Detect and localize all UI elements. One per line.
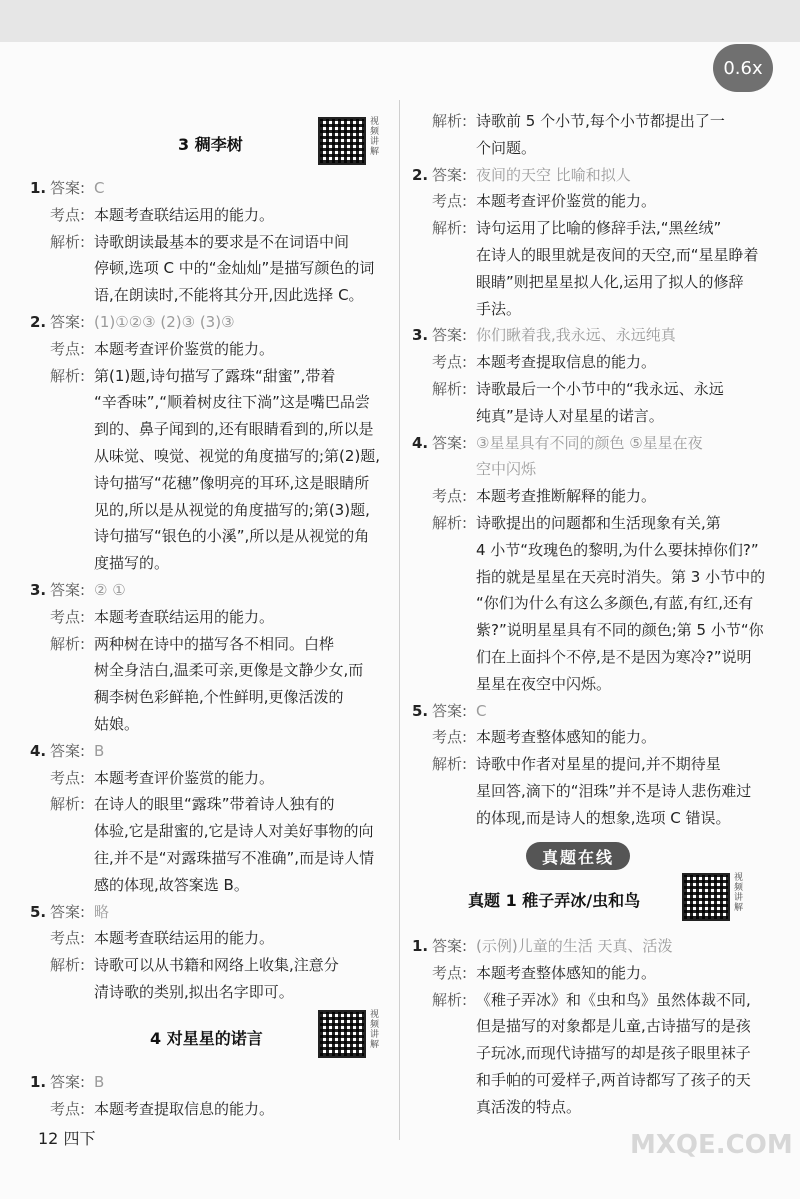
text-line	[412, 378, 724, 400]
text-line	[412, 935, 672, 957]
text-line	[30, 525, 369, 547]
text-line	[30, 847, 374, 869]
question-number: 3.	[30, 581, 47, 599]
section-4-title: 4 对星星的诺言	[150, 1029, 263, 1048]
body-text: 诗句描写“花穗”像明亮的耳环,这是眼睛所	[94, 473, 370, 492]
playback-speed-button[interactable]: 0.6x	[713, 44, 773, 92]
body-text: 诗歌中作者对星星的提问,并不期待星	[476, 755, 721, 774]
text-line	[30, 713, 139, 735]
body-text: 本题考查推断解释的能力。	[476, 487, 657, 506]
text-line	[412, 1096, 581, 1118]
text-line	[412, 244, 759, 266]
text-line	[412, 989, 751, 1011]
text-line	[412, 298, 521, 320]
body-text: 个问题。	[476, 138, 537, 157]
column-divider	[399, 100, 400, 1140]
text-line	[30, 740, 104, 762]
text-line	[30, 391, 370, 413]
body-text: 手法。	[476, 299, 522, 318]
answer-text: C	[476, 701, 487, 720]
body-text: 在诗人的眼里就是夜间的天空,而“星星睁着	[476, 246, 759, 264]
text-line	[412, 807, 731, 829]
question-number: 5.	[30, 902, 47, 921]
answer-text: (1)①②③ (2)③ (3)③	[94, 313, 235, 331]
qr-label: 视频讲解	[370, 117, 380, 157]
answer-text: ② ①	[94, 581, 126, 599]
text-line	[412, 1069, 751, 1091]
body-text: 星回答,滴下的“泪珠”并不是诗人悲伤难过	[476, 782, 752, 800]
text-line	[412, 164, 631, 186]
field-label: 解析:	[50, 795, 86, 814]
body-text: 真活泼的特点。	[476, 1097, 582, 1116]
field-label: 答案:	[432, 433, 468, 452]
qr-code-icon[interactable]	[318, 117, 366, 165]
body-text: 本题考查整体感知的能力。	[476, 728, 657, 747]
field-label: 答案:	[50, 902, 86, 921]
text-line	[412, 458, 536, 480]
body-text: 诗句描写“银色的小溪”,所以是从视觉的角	[94, 527, 370, 546]
field-label: 答案:	[432, 165, 468, 184]
text-line	[30, 1071, 104, 1093]
body-text: 《稚子弄冰》和《虫和鸟》虽然体裁不同,	[476, 990, 751, 1009]
text-line	[30, 793, 335, 815]
text-line	[30, 927, 274, 949]
body-text: 们在上面抖个不停,是不是因为寒冷?”说明	[476, 648, 752, 666]
question-number: 1.	[412, 937, 429, 955]
answer-text: 你们瞅着我,我永远、永远纯真	[476, 326, 676, 345]
body-text: 停顿,选项 C 中的“金灿灿”是描写颜色的词	[94, 259, 375, 278]
top-band	[0, 0, 800, 42]
body-text: 诗歌前 5 个小节,每个小节都提出了一	[476, 112, 725, 130]
text-line	[412, 673, 611, 695]
text-line	[412, 432, 703, 454]
text-line	[412, 1015, 751, 1037]
zhenti-badge: 真题在线	[526, 842, 630, 870]
text-line	[30, 606, 274, 628]
field-label: 考点:	[432, 487, 468, 506]
body-text: 指的就是星星在天亮时消失。第 3 小节中的	[476, 567, 766, 586]
body-text: 本题考查评价鉴赏的能力。	[94, 768, 275, 787]
body-text: 星星在夜空中闪烁。	[476, 674, 612, 693]
body-text: 诗句运用了比喻的修辞手法,“黑丝绒”	[476, 219, 722, 238]
body-text: 本题考查联结运用的能力。	[94, 607, 275, 626]
field-label: 答案:	[432, 701, 468, 720]
text-line	[30, 820, 374, 842]
text-line	[30, 338, 274, 360]
qr-label: 视频讲解	[734, 873, 744, 913]
text-line	[30, 445, 380, 467]
body-text: 子玩冰,而现代诗描写的却是孩子眼里袜子	[476, 1044, 751, 1063]
question-number: 3.	[412, 326, 429, 345]
body-text: 本题考查整体感知的能力。	[476, 963, 657, 982]
field-label: 考点:	[50, 339, 86, 358]
body-text: 诗歌最后一个小节中的“我永远、永远	[476, 380, 724, 398]
field-label: 解析:	[432, 219, 468, 238]
body-text: 两种树在诗中的描写各不相同。白桦	[94, 634, 335, 653]
body-text: 本题考查评价鉴赏的能力。	[94, 339, 275, 358]
body-text: “你们为什么有这么多颜色,有蓝,有红,还有	[476, 594, 754, 613]
field-label: 答案:	[432, 937, 468, 955]
text-line	[30, 686, 344, 708]
field-label: 考点:	[432, 963, 468, 982]
body-text: 本题考查提取信息的能力。	[94, 1099, 275, 1118]
text-line	[30, 472, 369, 494]
body-text: 第(1)题,诗句描写了露珠“甜蜜”,带着	[94, 366, 336, 385]
text-line	[412, 780, 751, 802]
body-text: 眼睛”则把星星拟人化,运用了拟人的修辞	[476, 272, 744, 291]
text-line	[412, 351, 656, 373]
body-text: 但是描写的对象都是儿童,古诗描写的是孩	[476, 1017, 751, 1036]
text-line	[412, 566, 765, 588]
text-line	[30, 257, 374, 279]
body-text: 本题考查联结运用的能力。	[94, 205, 275, 224]
text-line	[30, 552, 169, 574]
field-label: 考点:	[432, 353, 468, 372]
text-line	[30, 901, 109, 923]
qr-code-icon[interactable]	[682, 873, 730, 921]
body-text: 诗歌提出的问题都和生活现象有关,第	[476, 514, 721, 532]
body-text: 紫?”说明星星具有不同的颜色;第 5 小节“你	[476, 621, 764, 640]
body-text: 到的、鼻子闻到的,还有眼睛看到的,所以是	[94, 420, 374, 439]
answer-text: (示例)儿童的生活 天真、活泼	[476, 937, 673, 955]
body-text: 的体现,而是诗人的想象,选项 C 错误。	[476, 808, 731, 827]
field-label: 考点:	[50, 768, 86, 787]
body-text: 语,在朗读时,不能将其分开,因此选择 C。	[94, 286, 364, 305]
text-line	[412, 700, 486, 722]
text-line	[30, 1098, 274, 1120]
body-text: 本题考查联结运用的能力。	[94, 929, 275, 948]
section-3-title: 3 稠李树	[178, 135, 243, 154]
text-line	[412, 1042, 751, 1064]
field-label: 考点:	[50, 607, 86, 626]
field-label: 解析:	[50, 232, 86, 251]
text-line	[30, 874, 249, 896]
field-label: 解析:	[432, 514, 468, 532]
field-label: 解析:	[432, 112, 468, 130]
question-number: 1.	[30, 179, 47, 197]
text-line	[412, 753, 721, 775]
field-label: 考点:	[50, 205, 86, 224]
answer-text: 略	[94, 902, 110, 921]
answer-text: 夜间的天空 比喻和拟人	[476, 165, 631, 184]
text-line	[412, 962, 656, 984]
text-line	[412, 485, 656, 507]
field-label: 答案:	[50, 313, 86, 331]
body-text: 4 小节“玫瑰色的黎明,为什么要抹掉你们?”	[476, 540, 759, 559]
text-line	[30, 177, 104, 199]
field-label: 解析:	[432, 380, 468, 398]
body-text: 诗歌朗读最基本的要求是不在词语中间	[94, 232, 350, 251]
field-label: 答案:	[50, 1073, 86, 1091]
text-line	[30, 579, 126, 601]
text-line	[412, 539, 759, 561]
body-text: 从味觉、嗅觉、视觉的角度描写的;第(2)题,	[94, 447, 381, 465]
body-text: 见的,所以是从视觉的角度描写的;第(3)题,	[94, 500, 370, 519]
field-label: 答案:	[50, 741, 86, 760]
body-text: 体验,它是甜蜜的,它是诗人对美好事物的向	[94, 822, 374, 841]
text-line	[412, 592, 753, 614]
field-label: 考点:	[432, 192, 468, 211]
body-text: 清诗歌的类别,拟出名字即可。	[94, 983, 294, 1001]
body-text: 本题考查评价鉴赏的能力。	[476, 192, 657, 211]
body-text: “辛香味”,“顺着树皮往下淌”这是嘴巴品尝	[94, 393, 370, 412]
text-line	[412, 217, 721, 239]
text-line	[412, 137, 536, 159]
text-line	[30, 659, 363, 681]
text-line	[412, 271, 744, 293]
zhenti-1-title: 真题 1 稚子弄冰/虫和鸟	[468, 891, 641, 910]
field-label: 考点:	[432, 728, 468, 747]
field-label: 考点:	[50, 929, 86, 948]
text-line	[30, 204, 274, 226]
text-line	[412, 512, 721, 534]
question-number: 4.	[412, 433, 429, 452]
text-line	[30, 954, 339, 976]
body-text: 本题考查提取信息的能力。	[476, 353, 657, 372]
question-number: 1.	[30, 1073, 47, 1091]
field-label: 答案:	[50, 581, 86, 599]
text-line	[412, 405, 664, 427]
field-label: 答案:	[50, 179, 86, 197]
text-line	[30, 633, 334, 655]
text-line	[30, 418, 374, 440]
field-label: 考点:	[50, 1099, 86, 1118]
question-number: 5.	[412, 701, 429, 720]
field-label: 答案:	[432, 326, 468, 345]
text-line	[412, 726, 656, 748]
answer-text: B	[94, 1073, 105, 1091]
text-line	[412, 190, 656, 212]
body-text: 感的体现,故答案选 B。	[94, 875, 249, 894]
text-line	[412, 619, 764, 641]
field-label: 解析:	[50, 956, 86, 975]
field-label: 解析:	[432, 990, 468, 1009]
field-label: 解析:	[50, 634, 86, 653]
body-text: 度描写的。	[94, 554, 170, 573]
answer-text: B	[94, 741, 105, 760]
text-line	[30, 767, 274, 789]
answer-text: 空中闪烁	[476, 460, 537, 479]
question-number: 4.	[30, 741, 47, 760]
text-line	[30, 231, 349, 253]
body-text: 诗歌可以从书籍和网络上收集,注意分	[94, 956, 339, 975]
text-line	[412, 324, 676, 346]
body-text: 在诗人的眼里“露珠”带着诗人独有的	[94, 795, 335, 814]
text-line	[30, 284, 364, 306]
qr-label: 视频讲解	[370, 1010, 380, 1050]
text-line	[30, 499, 370, 521]
watermark: MXQE.COM	[630, 1130, 793, 1160]
page-footer: 12 四下	[38, 1129, 96, 1148]
body-text: 姑娘。	[94, 715, 140, 733]
body-text: 纯真”是诗人对星星的诺言。	[476, 406, 664, 425]
question-number: 2.	[30, 313, 47, 331]
body-text: 往,并不是“对露珠描写不准确”,而是诗人情	[94, 849, 375, 867]
field-label: 解析:	[432, 755, 468, 774]
text-line	[412, 110, 725, 132]
body-text: 树全身洁白,温柔可亲,更像是文静少女,而	[94, 661, 364, 680]
body-text: 和手帕的可爱样子,两首诗都写了孩子的天	[476, 1071, 751, 1089]
answer-text: ③星星具有不同的颜色 ⑤星星在夜	[476, 433, 703, 452]
text-line	[412, 646, 752, 668]
answer-text: C	[94, 179, 105, 197]
question-number: 2.	[412, 165, 429, 184]
text-line	[30, 365, 335, 387]
text-line	[30, 981, 294, 1003]
body-text: 稠李树色彩鲜艳,个性鲜明,更像活泼的	[94, 688, 344, 707]
field-label: 解析:	[50, 366, 86, 385]
qr-code-icon[interactable]	[318, 1010, 366, 1058]
text-line	[30, 311, 235, 333]
